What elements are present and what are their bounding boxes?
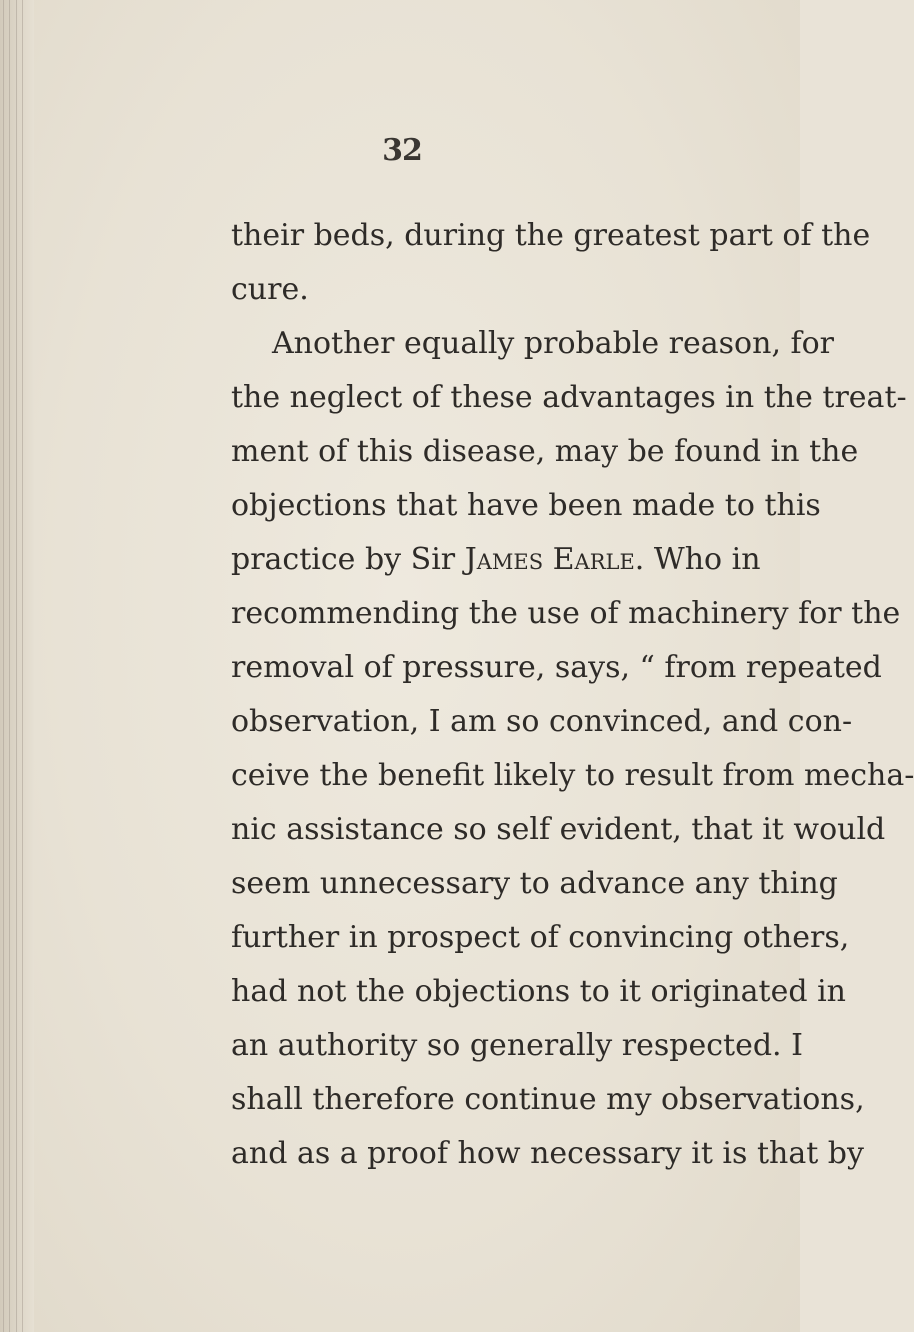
text-line: removal of pressure, says, “ from repeated bbox=[231, 650, 882, 685]
page-gutter bbox=[0, 0, 34, 1332]
text-line: cure. bbox=[231, 272, 309, 307]
author-name: James Earle. bbox=[464, 542, 645, 577]
text-line: observation, I am so convinced, and con- bbox=[231, 704, 853, 739]
text-line: and as a proof how necessary it is that by bbox=[231, 1136, 864, 1171]
page-number: 32 bbox=[382, 133, 422, 168]
text-line: shall therefore continue my observations, bbox=[231, 1082, 865, 1117]
text-line: ceive the benefit likely to result from mecha- bbox=[231, 758, 914, 793]
text-line: seem unnecessary to advance any thing bbox=[231, 866, 838, 901]
text-line: their beds, during the greatest part of the bbox=[231, 218, 871, 253]
text-line: the neglect of these advantages in the treat- bbox=[231, 380, 907, 415]
gutter-line bbox=[22, 0, 23, 1332]
gutter-line bbox=[9, 0, 10, 1332]
text-line bbox=[231, 540, 761, 580]
text-segment: practice by Sir bbox=[231, 542, 465, 577]
text-line: an authority so generally respected. I bbox=[231, 1028, 803, 1063]
text-line: ment of this disease, may be found in the bbox=[231, 434, 859, 469]
text-line: recommending the use of machinery for the bbox=[231, 596, 901, 631]
text-line: Another equally probable reason, for bbox=[272, 326, 835, 361]
text-line: further in prospect of convincing others, bbox=[231, 920, 850, 955]
gutter-line bbox=[3, 0, 4, 1332]
text-line: had not the objections to it originated in bbox=[231, 974, 846, 1009]
gutter-line bbox=[16, 0, 17, 1332]
text-line: objections that have been made to this bbox=[231, 488, 821, 523]
text-segment: Who in bbox=[644, 542, 761, 577]
text-line: nic assistance so self evident, that it would bbox=[231, 812, 886, 847]
